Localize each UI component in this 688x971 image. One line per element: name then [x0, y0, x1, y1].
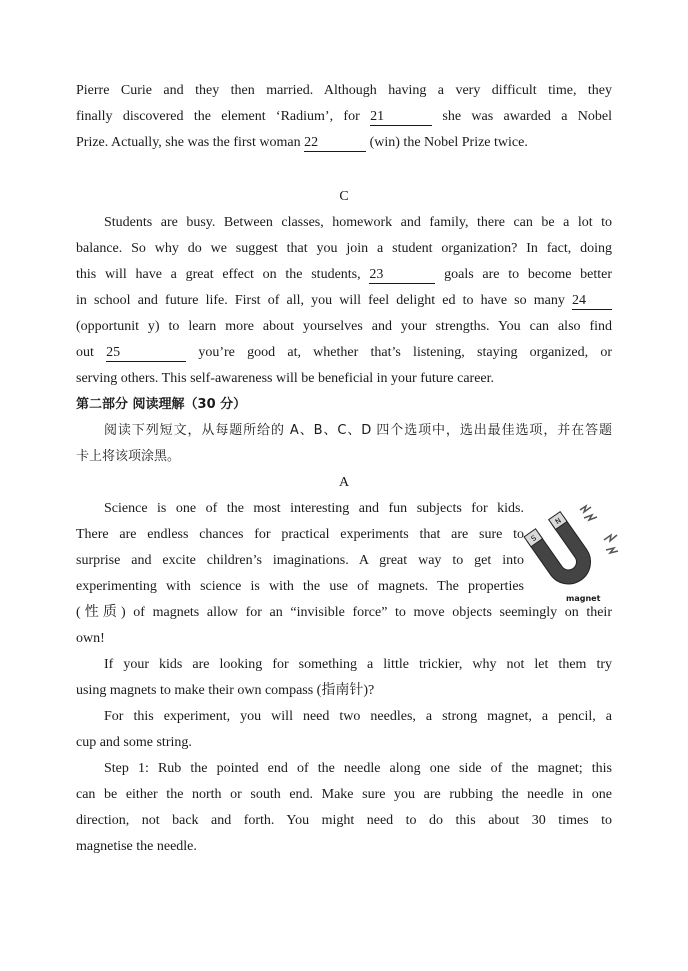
text-line: balance. So why do we suggest that you join a student organization? In fact, doing — [76, 241, 612, 256]
text-line: Students are busy. Between classes, homework and family, there can be a lot to — [104, 215, 612, 230]
text-line: can be either the north or south end. Make sure you are rubbing the needle in one — [76, 787, 612, 802]
document-page — [76, 78, 612, 860]
blank-24: 24 — [572, 292, 612, 310]
part2-instructions — [76, 418, 612, 470]
text-segment: finally discovered the element ‘Radium’, for — [76, 109, 360, 124]
text-line: (性质) of magnets allow for an “invisible force” to move objects seemingly on their — [76, 605, 612, 620]
blank-25: 25 — [106, 344, 186, 362]
text-line: Science is one of the most interesting and fun subjects for kids. — [104, 501, 524, 516]
passage-a — [76, 496, 612, 860]
magnet-caption: magnet — [566, 594, 601, 603]
text-line — [76, 104, 612, 130]
pole-s-label: S — [529, 534, 538, 544]
text-segment: Prize. Actually, she was the first woman — [76, 135, 301, 150]
passage-c — [76, 210, 612, 392]
magnet-field-lines — [580, 506, 618, 553]
text-line — [76, 340, 612, 366]
text-line: direction, not back and forth. You might need to do this about 30 times to — [76, 813, 612, 828]
instruction-line: 阅读下列短文，从每题所给的 A、B、C、D 四个选项中，选出最佳选项，并在答题 — [104, 423, 612, 438]
text-line: There are endless chances for practical experiments that are sure to — [76, 527, 524, 542]
blank-22: 22 — [304, 134, 366, 152]
text-line: magnetise the needle. — [76, 839, 197, 854]
text-segment: goals are to become better — [444, 267, 613, 282]
text-segment: she was awarded a Nobel — [442, 109, 613, 124]
part2-heading: 第二部分 阅读理解（30 分） — [76, 397, 247, 412]
instruction-line: 卡上将该项涂黑。 — [76, 449, 181, 464]
text-line: (opportunit y) to learn more about yourselves and your strengths. You can also find — [76, 319, 612, 334]
text-line: serving others. This self-awareness will be beneficial in your future career. — [76, 371, 495, 386]
text-segment: in school and future life. First of all, you will feel delight ed to have so many — [76, 293, 565, 308]
text-line: Step 1: Rub the pointed end of the needle along one side of the magnet; this — [104, 761, 612, 776]
text-segment: this will have a great effect on the students, — [76, 267, 361, 282]
text-line: cup and some string. — [76, 735, 192, 750]
blank-23: 23 — [369, 266, 435, 284]
text-segment: out — [76, 345, 94, 360]
pole-n-label: N — [553, 516, 563, 527]
passage-b-end — [76, 78, 612, 156]
passage-c-letter: C — [339, 189, 349, 204]
magnet-image — [514, 504, 624, 604]
text-line: using magnets to make their own compass (指南针)? — [76, 683, 375, 698]
text-line: If your kids are looking for something a little trickier, why not let them try — [104, 657, 612, 672]
text-line: experimenting with science is with the use of magnets. The properties — [76, 579, 524, 594]
text-segment: (win) the Nobel Prize twice. — [369, 135, 528, 150]
text-line: own! — [76, 631, 105, 646]
text-line — [76, 288, 612, 314]
passage-a-letter: A — [338, 475, 350, 490]
text-line: surprise and excite children’s imaginations. A great way to get into — [76, 553, 524, 568]
text-line — [76, 262, 612, 288]
text-segment: you’re good at, whether that’s listening, staying organized, or — [198, 345, 613, 360]
blank-21: 21 — [370, 108, 432, 126]
text-line: For this experiment, you will need two needles, a strong magnet, a pencil, a — [104, 709, 612, 724]
text-line — [76, 130, 612, 156]
text-line: Pierre Curie and they then married. Although having a very difficult time, they — [76, 83, 612, 98]
